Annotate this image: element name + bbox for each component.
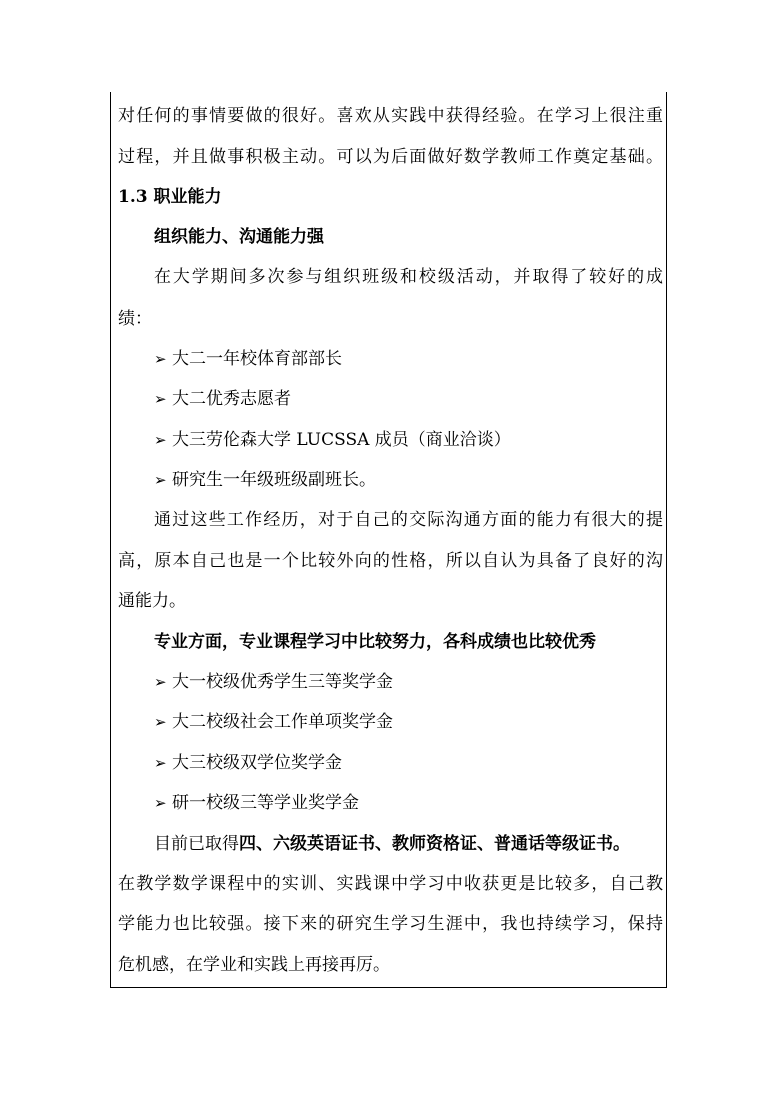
subheading-organization: 组织能力、沟通能力强 (154, 227, 324, 247)
arrow-bullet-icon: ➢ (154, 390, 167, 408)
paragraph-line: 目前已取得四、六级英语证书、教师资格证、普通话等级证书。 (154, 834, 630, 854)
list-item: ➢ 研究生一年级班级副班长。 (154, 470, 376, 490)
paragraph-line: 学能力也比较强。接下来的研究生学习生涯中，我也持续学习，保持 (118, 914, 663, 934)
arrow-bullet-icon: ➢ (154, 350, 167, 368)
paragraph-line: 绩： (118, 309, 152, 329)
list-item: ➢ 大三劳伦森大学 LUCSSA 成员（商业洽谈） (154, 430, 511, 450)
paragraph-line: 高，原本自己也是一个比较外向的性格，所以自认为具备了良好的沟 (118, 551, 663, 571)
list-item: ➢ 大三校级双学位奖学金 (154, 753, 342, 773)
paragraph-line: 通过这些工作经历，对于自己的交际沟通方面的能力有很大的提 (154, 510, 663, 530)
certificates-list: 四、六级英语证书、教师资格证、普通话等级证书。 (239, 834, 630, 854)
section-heading: 1.3 职业能力 (118, 187, 222, 207)
paragraph-line: 通能力。 (118, 591, 186, 611)
paragraph-line: 对任何的事情要做的很好。喜欢从实践中获得经验。在学习上很注重 (118, 106, 663, 126)
paragraph-line: 在教学数学课程中的实训、实践课中学习中收获更是比较多，自己教 (118, 874, 663, 894)
paragraph-line: 危机感，在学业和实践上再接再厉。 (118, 955, 390, 975)
paragraph-line: 在大学期间多次参与组织班级和校级活动，并取得了较好的成 (154, 267, 663, 287)
arrow-bullet-icon: ➢ (154, 431, 167, 449)
arrow-bullet-icon: ➢ (154, 754, 167, 772)
arrow-bullet-icon: ➢ (154, 713, 167, 731)
paragraph-line: 过程，并且做事积极主动。可以为后面做好数学教师工作奠定基础。 (118, 147, 663, 167)
arrow-bullet-icon: ➢ (154, 794, 167, 812)
arrow-bullet-icon: ➢ (154, 673, 167, 691)
list-item: ➢ 研一校级三等学业奖学金 (154, 793, 359, 813)
list-item: ➢ 大一校级优秀学生三等奖学金 (154, 672, 393, 692)
subheading-professional: 专业方面，专业课程学习中比较努力，各科成绩也比较优秀 (154, 632, 596, 652)
list-item: ➢ 大二校级社会工作单项奖学金 (154, 712, 393, 732)
list-item: ➢ 大二优秀志愿者 (154, 389, 291, 409)
arrow-bullet-icon: ➢ (154, 471, 167, 489)
list-item: ➢ 大二一年校体育部部长 (154, 349, 342, 369)
